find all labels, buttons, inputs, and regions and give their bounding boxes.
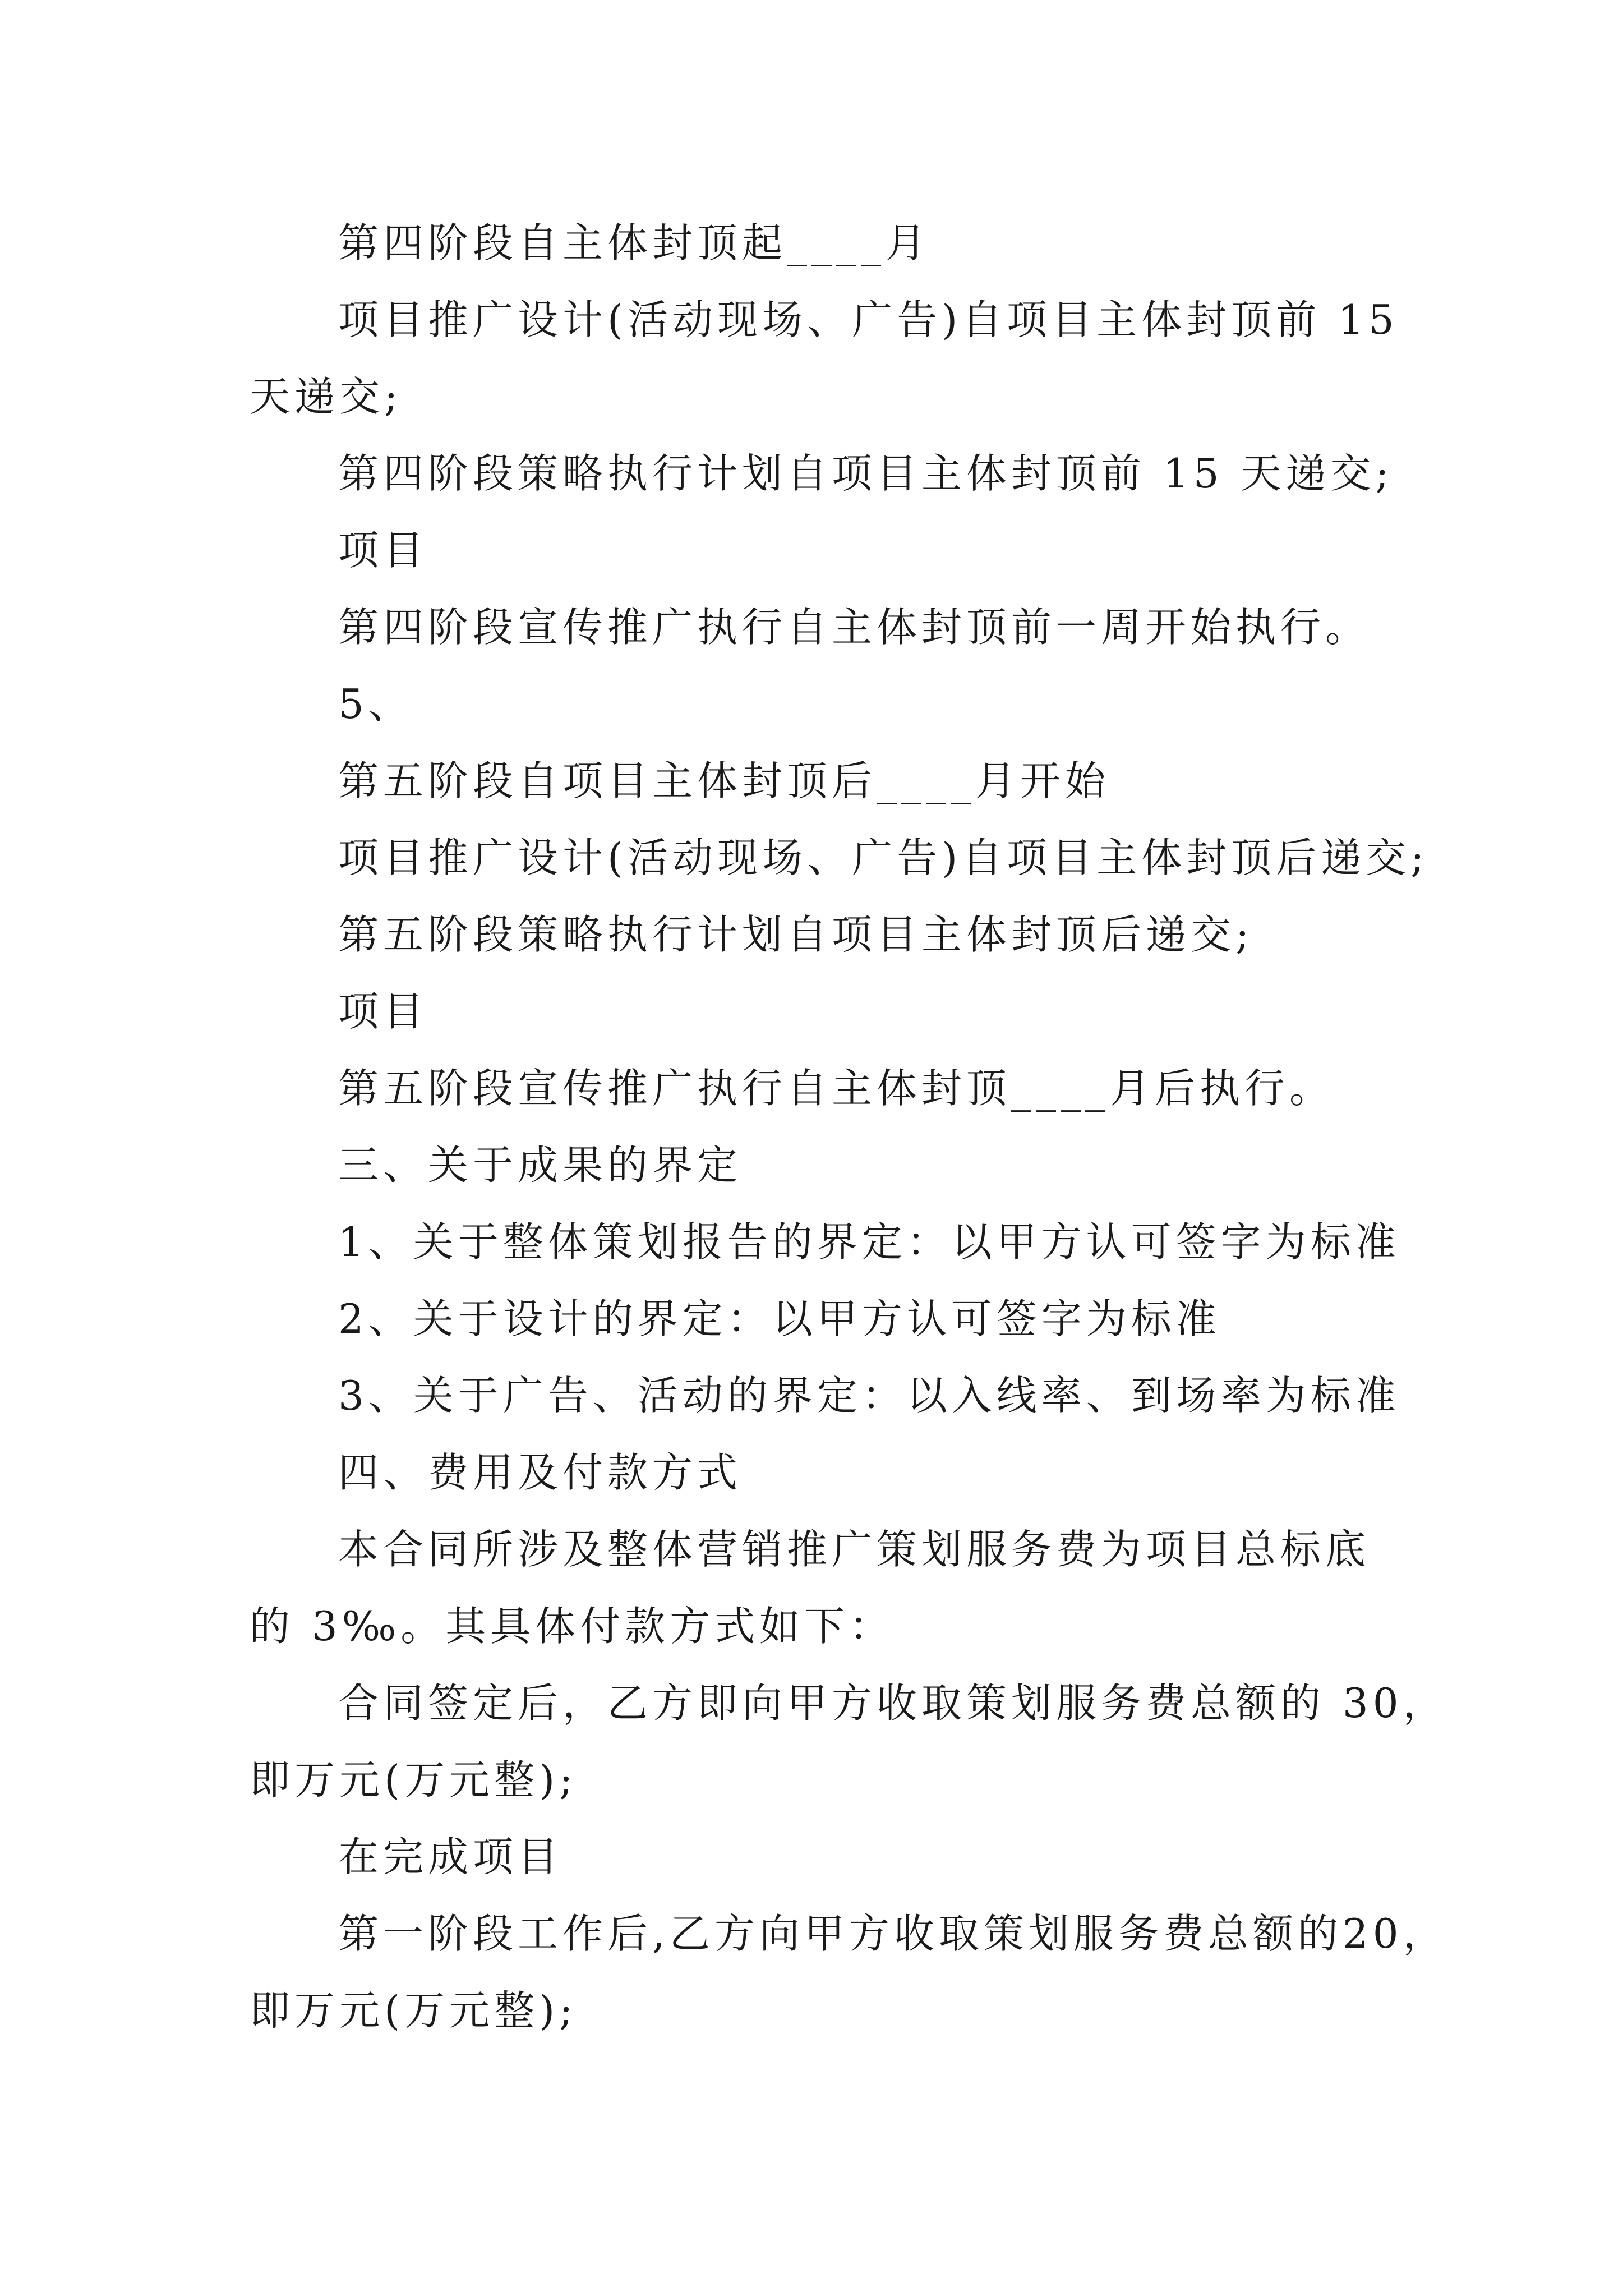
text-line: 3、关于广告、活动的界定：以入线率、到场率为标准 (338, 1372, 1400, 1419)
text-line: 第四阶段策略执行计划自项目主体封顶前 15 天递交; (338, 450, 1394, 497)
text-line: 第一阶段工作后,乙方向甲方收取策划服务费总额的20， (338, 1910, 1448, 1957)
text-line: 第五阶段自项目主体封顶后____月开始 (338, 757, 1110, 804)
text-line: 第五阶段策略执行计划自项目主体封顶后递交; (338, 911, 1254, 958)
text-line: 即万元(万元整); (250, 1987, 578, 2034)
text-line: 第四阶段宣传推广执行自主体封顶前一周开始执行。 (338, 604, 1371, 651)
text-line: 天递交; (250, 373, 403, 420)
section-heading: 四、费用及付款方式 (338, 1449, 743, 1496)
text-line: 第五阶段宣传推广执行自主体封顶____月后执行。 (338, 1065, 1335, 1112)
document-body (250, 205, 1448, 2049)
text-line: 合同签定后，乙方即向甲方收取策划服务费总额的 30， (338, 1680, 1448, 1727)
text-line: 在完成项目 (338, 1833, 563, 1880)
text-line: 本合同所涉及整体营销推广策划服务费为项目总标底 (338, 1526, 1371, 1573)
text-line: 2、关于设计的界定：以甲方认可签字为标准 (338, 1295, 1221, 1342)
text-line: 第四阶段自主体封顶起____月 (338, 219, 931, 266)
text-line: 项目推广设计(活动现场、广告)自项目主体封顶前 15 (338, 296, 1399, 343)
text-line: 的 3‰。其具体付款方式如下： (250, 1603, 895, 1650)
section-heading: 三、关于成果的界定 (338, 1142, 743, 1189)
text-line: 项目推广设计(活动现场、广告)自项目主体封顶后递交; (338, 834, 1429, 881)
text-line: 1、关于整体策划报告的界定：以甲方认可签字为标准 (338, 1218, 1400, 1266)
text-line: 即万元(万元整); (250, 1756, 578, 1803)
text-line: 5、 (338, 680, 413, 728)
text-line: 项目 (338, 527, 428, 574)
text-line: 项目 (338, 988, 428, 1035)
